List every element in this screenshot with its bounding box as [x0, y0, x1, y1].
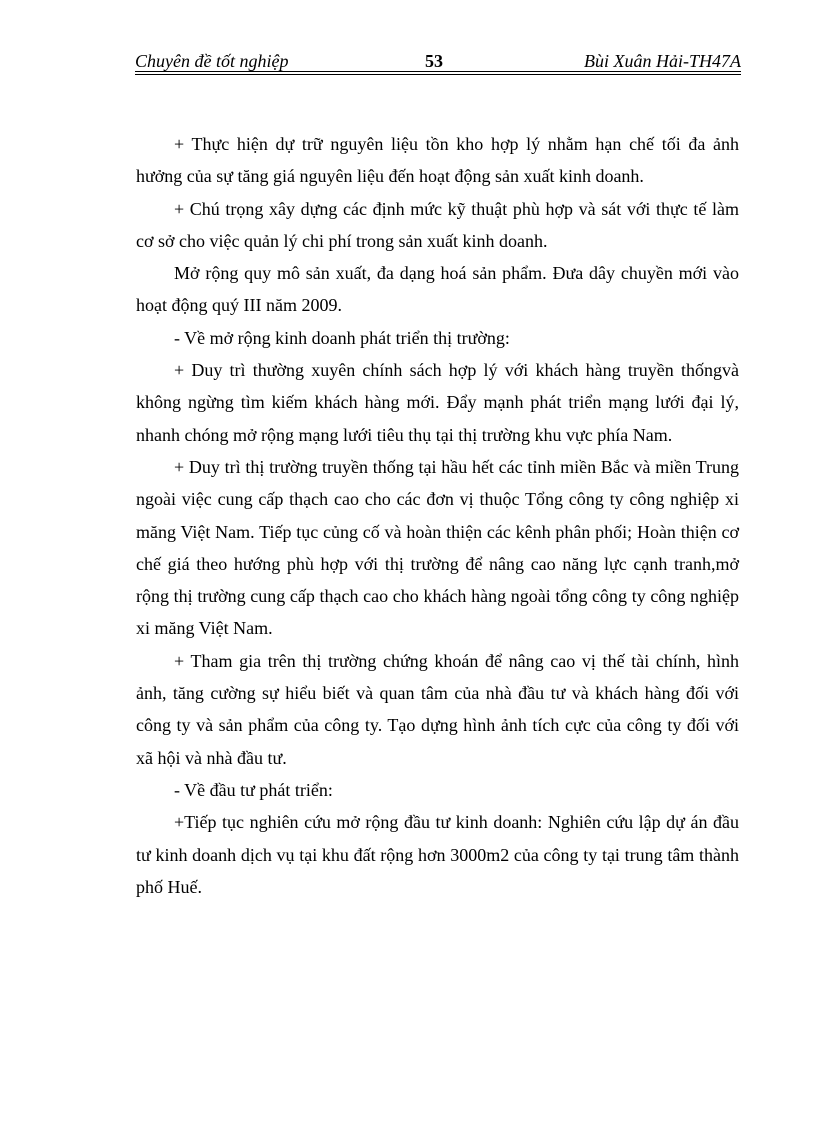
paragraph-traditional-market: + Duy trì thị trường truyền thống tại hầu hết các tỉnh miền Bắc và miền Trung ngoài việc cung cấp thạch cao cho các đơn vị thuộc Tổng công ty công nghiệp xi măng Việt Nam. Tiếp tục củng cố và hoàn thiện các kênh phân phối; Hoàn thiện cơ chế giá theo hướng phù hợp với thị trường để nâng cao năng lực cạnh tranh,mở rộng thị trường cung cấp thạch cao cho khách hàng ngoài tổng công ty công nghiệp xi măng Việt Nam.: [136, 456, 739, 639]
page-number: 53: [425, 51, 443, 71]
paragraph-stock-market: + Tham gia trên thị trường chứng khoán để nâng cao vị thế tài chính, hình ảnh, tăng cường sự hiểu biết và quan tâm của nhà đầu tư và khách hàng đối với công ty và sản phẩm của công ty. Tạo dựng hình ảnh tích cực của công ty đối với xã hội và nhà đầu tư.: [136, 650, 739, 768]
page-header: [135, 47, 741, 77]
paragraph-customer-policy: + Duy trì thường xuyên chính sách hợp lý với khách hàng truyền thốngvà không ngừng tìm kiếm khách hàng mới. Đẩy mạnh phát triển mạng lưới đại lý, nhanh chóng mở rộng mạng lưới tiêu thụ tại thị trường khu vực phía Nam.: [136, 360, 739, 445]
header-divider: [135, 71, 741, 72]
header-divider-thin: [135, 74, 741, 75]
paragraph-technical-norms: + Chú trọng xây dựng các định mức kỹ thuật phù hợp và sát với thực tế làm cơ sở cho việc quản lý chi phí trong sản xuất kinh doanh.: [136, 198, 739, 251]
paragraph-market-heading: - Về mở rộng kinh doanh phát triển thị trường:: [174, 327, 510, 348]
paragraph-production-expansion: Mở rộng quy mô sản xuất, đa dạng hoá sản phẩm. Đưa dây chuyền mới vào hoạt động quý III năm 2009.: [136, 263, 739, 316]
header-author: Bùi Xuân Hải-TH47A: [584, 51, 741, 71]
paragraph-investment-heading: - Về đầu tư phát triển:: [174, 779, 333, 800]
paragraph-inventory-reserve: + Thực hiện dự trữ nguyên liệu tồn kho hợp lý nhằm hạn chế tối đa ảnh hưởng của sự tăng giá nguyên liệu đến hoạt động sản xuất kinh doanh.: [136, 134, 739, 187]
body-text: [136, 128, 739, 903]
header-thesis-title: Chuyên đề tốt nghiệp: [135, 51, 289, 71]
paragraph-investment-research: +Tiếp tục nghiên cứu mở rộng đầu tư kinh doanh: Nghiên cứu lập dự án đầu tư kinh doanh dịch vụ tại khu đất rộng hơn 3000m2 của công ty tại trung tâm thành phố Huế.: [136, 812, 739, 897]
